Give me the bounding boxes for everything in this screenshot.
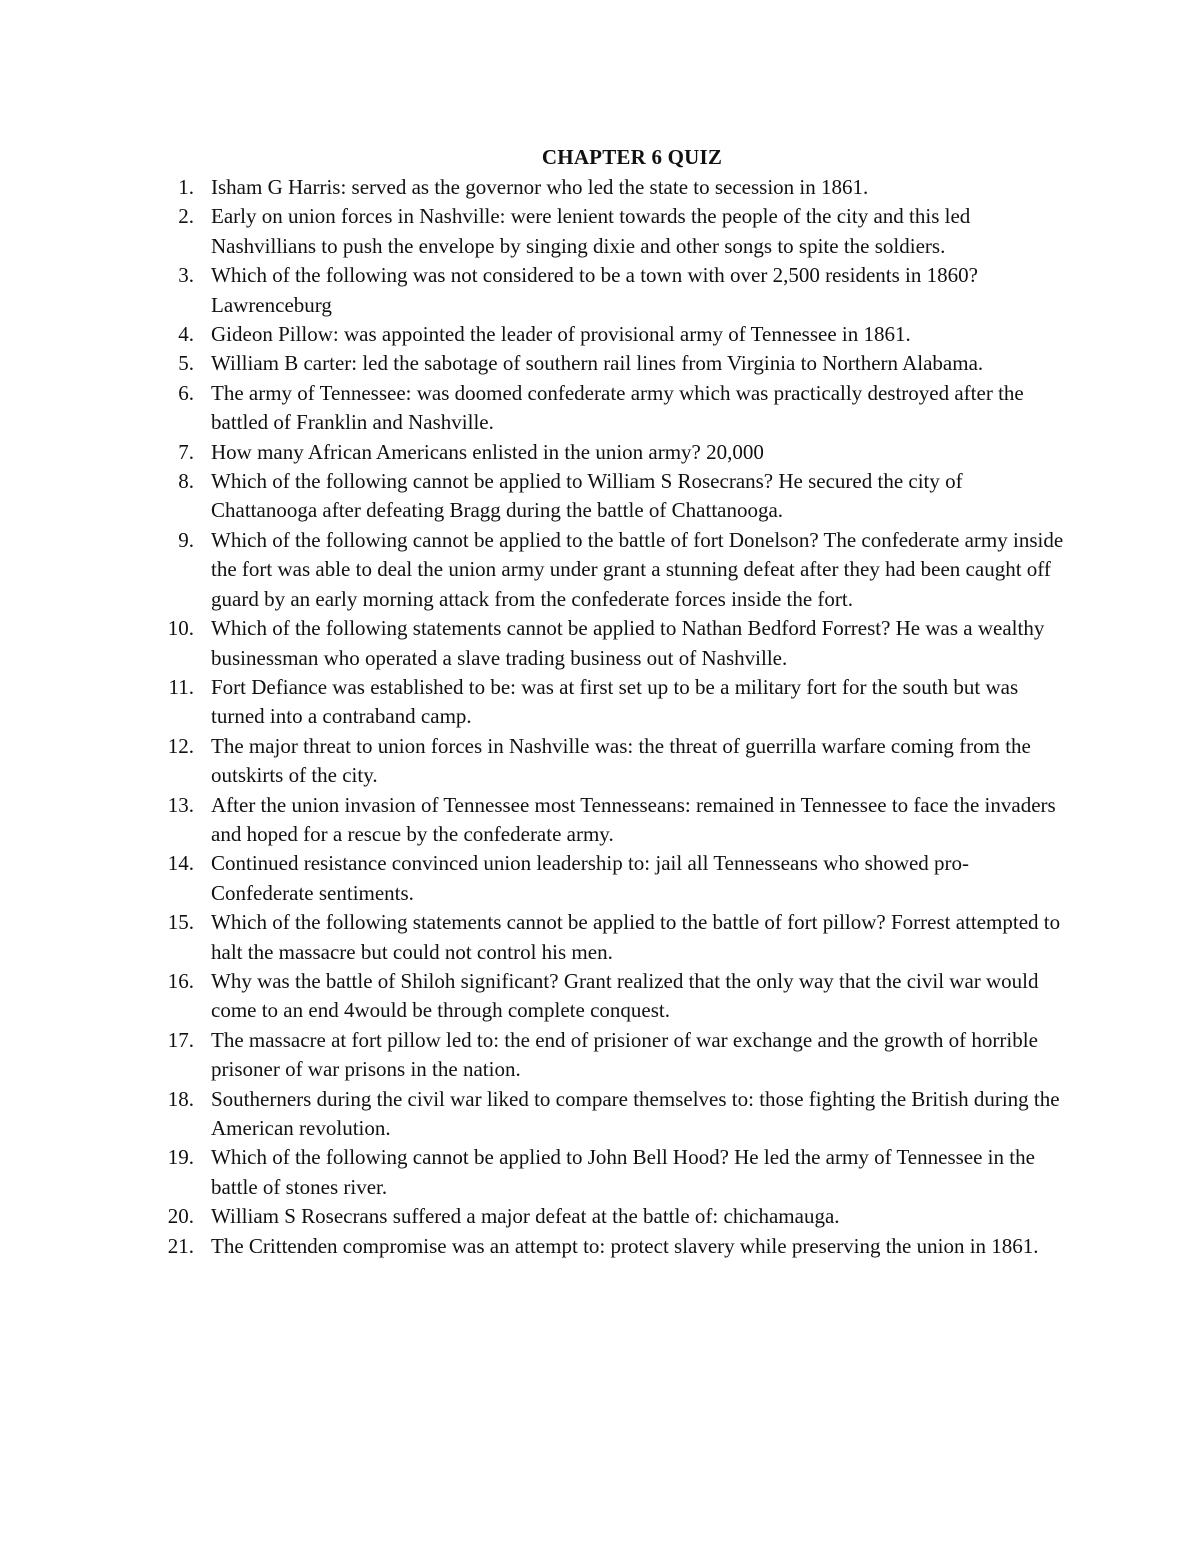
item-text: After the union invasion of Tennessee most Tennesseans: remained in Tennessee to face the invaders and hoped for a rescue by the confederate army. <box>211 792 1056 846</box>
quiz-item <box>150 673 1070 732</box>
item-number: 3. <box>178 263 194 288</box>
item-text: Which of the following cannot be applied to William S Rosecrans? He secured the city of Chattanooga after defeating Bragg during the battle of Chattanooga. <box>211 469 963 523</box>
item-text: Which of the following statements cannot be applied to Nathan Bedford Forrest? He was a wealthy businessman who operated a slave trading business out of Nashville. <box>211 616 1045 670</box>
quiz-item <box>150 1085 1070 1144</box>
item-text: The massacre at fort pillow led to: the end of prisioner of war exchange and the growth of horrible prisoner of war prisons in the nation. <box>211 1027 1038 1082</box>
item-number: 2. <box>178 204 194 229</box>
item-number: 10. <box>167 616 194 641</box>
item-number: 20. <box>167 1204 194 1229</box>
item-number: 1. <box>178 175 194 199</box>
quiz-item <box>150 1026 1070 1085</box>
item-number: 15. <box>167 910 194 935</box>
quiz-item <box>150 202 1070 261</box>
quiz-item <box>150 849 1070 908</box>
item-number: 13. <box>167 792 194 817</box>
item-text: Which of the following cannot be applied to John Bell Hood? He led the army of Tennessee in the battle of stones river. <box>211 1145 1035 1199</box>
quiz-item <box>150 614 1070 673</box>
item-number: 5. <box>178 351 194 376</box>
quiz-item <box>150 967 1070 1026</box>
item-text: Early on union forces in Nashville: were lenient towards the people of the city and this led Nashvillians to push the envelope by singing dixie and other songs to spite the soldiers. <box>211 204 971 258</box>
item-number: 9. <box>178 527 194 552</box>
item-text: William S Rosecrans suffered a major defeat at the battle of: chichamauga. <box>211 1204 840 1229</box>
item-number: 11. <box>168 674 194 699</box>
quiz-item <box>150 438 1070 467</box>
item-text: How many African Americans enlisted in the union army? 20,000 <box>211 439 764 464</box>
item-text: Which of the following statements cannot be applied to the battle of fort pillow? Forrest attempted to halt the massacre but could not control his men. <box>211 910 1061 964</box>
item-number: 17. <box>167 1027 194 1052</box>
item-text: The Crittenden compromise was an attempt to: protect slavery while preserving the union in 1861. <box>211 1233 1039 1258</box>
quiz-item <box>150 732 1070 791</box>
quiz-item <box>150 467 1070 526</box>
item-text: The major threat to union forces in Nashville was: the threat of guerrilla warfare coming from the outskirts of the city. <box>211 733 1031 788</box>
quiz-item <box>150 379 1070 438</box>
quiz-item <box>150 1143 1070 1202</box>
page-title: CHAPTER 6 QUIZ <box>541 145 723 169</box>
quiz-item <box>150 908 1070 967</box>
item-text: Which of the following was not considered to be a town with over 2,500 residents in 1860? Lawrenceburg <box>211 263 978 317</box>
item-number: 14. <box>167 851 194 876</box>
quiz-item <box>150 261 1070 320</box>
quiz-item <box>150 526 1070 614</box>
item-number: 21. <box>167 1233 194 1258</box>
quiz-item <box>150 173 1070 202</box>
item-text: Why was the battle of Shiloh significant? Grant realized that the only way that the civil war would come to an end 4would be through complete conquest. <box>211 968 1039 1023</box>
quiz-item <box>150 349 1070 378</box>
quiz-item <box>150 1202 1070 1231</box>
item-number: 8. <box>178 469 194 494</box>
item-text: Continued resistance convinced union leadership to: jail all Tennesseans who showed pro- Confederate sentiments. <box>211 851 970 905</box>
item-text: The army of Tennessee: was doomed confederate army which was practically destroyed after the battled of Franklin and Nashville. <box>211 380 1024 435</box>
item-text: Southerners during the civil war liked to compare themselves to: those fighting the British during the American revolution. <box>211 1086 1060 1140</box>
item-text: Which of the following cannot be applied to the battle of fort Donelson? The confederate army inside the fort was able to deal the union army under grant a stunning defeat after they had been caught off guard by an early morning attack from the confederate forces inside the fort. <box>211 527 1064 611</box>
quiz-list <box>150 173 1070 1261</box>
item-number: 6. <box>178 380 194 405</box>
item-text: William B carter: led the sabotage of southern rail lines from Virginia to Northern Alabama. <box>211 351 984 376</box>
item-number: 16. <box>167 968 194 993</box>
quiz-item <box>150 320 1070 349</box>
item-number: 7. <box>178 439 194 464</box>
item-number: 4. <box>178 322 194 347</box>
item-number: 12. <box>167 733 194 758</box>
quiz-item <box>150 1232 1070 1261</box>
item-number: 19. <box>167 1145 194 1170</box>
item-number: 18. <box>167 1086 194 1111</box>
item-text: Isham G Harris: served as the governor who led the state to secession in 1861. <box>211 175 869 199</box>
quiz-item <box>150 791 1070 850</box>
item-text: Fort Defiance was established to be: was at first set up to be a military fort for the south but was turned into a contraband camp. <box>211 674 1019 729</box>
item-text: Gideon Pillow: was appointed the leader of provisional army of Tennessee in 1861. <box>211 322 911 347</box>
